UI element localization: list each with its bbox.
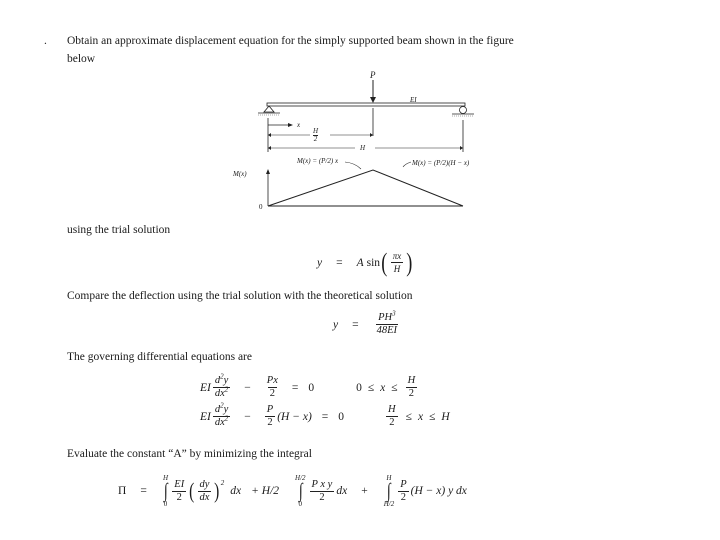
theoretical-num-base: PH — [378, 312, 393, 323]
eq2-d-var: y — [223, 404, 229, 415]
t1-paren-open: ( — [189, 478, 195, 503]
energy-eq: = — [140, 485, 147, 497]
eq1-minus: − — [244, 381, 251, 394]
eq1-dx-exp: 2 — [224, 385, 229, 394]
integral-2 — [295, 474, 306, 508]
trial-arg-den: H — [393, 264, 401, 274]
span-label-h: H — [360, 144, 366, 152]
eq1-range-lo: 0 — [356, 381, 362, 394]
eq2-d-exp: 2 — [220, 401, 224, 410]
integral-2-upper: H/2 — [295, 474, 306, 482]
t3-den: 2 — [400, 491, 407, 503]
beam-figure — [233, 70, 515, 220]
integral-sign-icon: ∫ — [387, 480, 391, 502]
eq2-d: d — [214, 404, 221, 415]
integral-sign-icon: ∫ — [163, 480, 168, 502]
trial-intro: using the trial solution — [67, 224, 171, 236]
t1-num: EI — [174, 478, 185, 490]
beam-diagram-svg — [255, 70, 515, 220]
integral-1-lower: 0 — [163, 500, 168, 508]
integral-3 — [384, 474, 395, 508]
t2-frac — [310, 479, 335, 504]
integral-2-lower: 0 — [298, 500, 303, 508]
theoretical-den: 48EI — [376, 325, 398, 336]
theoretical-num-exp: 3 — [392, 309, 396, 318]
t1-deriv — [198, 479, 212, 504]
eq2-minus: − — [244, 410, 251, 423]
energy-intro: Evaluate the constant “A” by minimizing the integral — [67, 448, 312, 460]
eq1-deriv — [213, 372, 230, 400]
problem-bullet: . — [44, 35, 47, 47]
moment-axis-label: M(x) — [233, 170, 247, 178]
moment-origin-label: 0 — [259, 203, 263, 211]
eq2-range-var: x — [417, 410, 424, 423]
t3-num: P — [400, 478, 407, 490]
eq1-d: d — [214, 375, 221, 386]
theoretical-num — [376, 309, 398, 325]
trial-func: sin — [366, 256, 381, 269]
t3-frac — [398, 479, 408, 504]
half-span-num: H — [313, 127, 319, 135]
trial-equation — [317, 247, 414, 277]
t2-num: P x y — [311, 478, 333, 490]
t2-den: 2 — [319, 491, 325, 503]
eq2-dx-exp: 2 — [224, 414, 229, 423]
eq1-d-var: y — [223, 375, 229, 386]
governing-eq1 — [200, 372, 419, 400]
energy-equation: Π = H ∫ 0 $\frac{EI}{2}$ ( $\frac{dy}{dx}$ ) $^2$ dx + H/2 H/2 ∫ 0 $\frac{\text{P x y}}{2}$ dx + H ∫ H/2 $\frac{P}{2}$ (H − x) y dx — [118, 474, 467, 508]
eq1-eq: = — [291, 381, 299, 394]
eq2-deriv-den — [213, 414, 230, 429]
x-axis-label: x — [297, 121, 301, 129]
eq1-range-hi-den: 2 — [408, 388, 415, 399]
trial-arg-num: πx — [392, 251, 402, 261]
t1-dnum: dy — [199, 478, 210, 490]
problem-statement-line1: Obtain an approximate displacement equation for the simply supported beam shown in the figure — [67, 35, 514, 47]
t1-frac — [172, 479, 186, 504]
energy-plus: + — [361, 485, 368, 497]
theoretical-lhs: y — [333, 318, 339, 331]
eq2-term-den: 2 — [267, 417, 273, 428]
eq2-range-lo-den: 2 — [389, 417, 395, 428]
theoretical-intro: Compare the deflection using the trial solution with the theoretical solution — [67, 290, 413, 302]
governing-intro: The governing differential equations are — [67, 351, 252, 363]
eq2-deriv — [213, 401, 230, 429]
eq1-ei: EI — [200, 381, 211, 394]
theoretical-eq: = — [352, 318, 359, 331]
eq1-term-den: 2 — [269, 388, 275, 399]
eq2-term — [265, 404, 275, 429]
half-span-label — [313, 128, 318, 143]
eq1-range-var: x — [380, 381, 386, 394]
t2-prefix: + H/2 — [251, 485, 280, 497]
eq1-rhs: 0 — [308, 381, 315, 394]
eq2-rhs: 0 — [338, 410, 345, 423]
eq2-range-hi: H — [441, 410, 450, 423]
eq2-term-paren: (H − x) — [277, 410, 312, 423]
eq1-term-num: Px — [266, 375, 278, 386]
eq1-dx: dx — [214, 388, 225, 399]
eq2-ei: EI — [200, 410, 211, 423]
load-label-p: P — [370, 70, 376, 80]
paren-open: ( — [381, 247, 388, 277]
t1-paren-close: ) — [214, 478, 220, 503]
energy-lhs: Π — [118, 485, 127, 497]
eq1-le1: ≤ — [367, 381, 375, 394]
integral-1 — [163, 474, 168, 508]
moment-right-label: M(x) = (P/2)(H − x) — [412, 159, 470, 167]
eq2-term-num: P — [266, 404, 274, 415]
eq1-term — [265, 375, 280, 400]
eq1-le2: ≤ — [391, 381, 398, 394]
trial-eq: = — [336, 256, 343, 269]
integral-sign-icon: ∫ — [298, 480, 303, 502]
integral-3-upper: H — [386, 474, 392, 482]
theoretical-frac — [375, 309, 399, 337]
integral-1-upper: H — [163, 474, 169, 482]
moment-left-label: M(x) = (P/2) x — [297, 157, 339, 165]
t1-dden: dx — [199, 491, 210, 503]
stiffness-label-ei: EI — [410, 96, 417, 104]
t2-dx: dx — [336, 485, 348, 497]
eq2-le2: ≤ — [429, 410, 436, 423]
paren-close: ) — [406, 247, 413, 277]
integral-3-lower: H/2 — [383, 500, 395, 508]
eq2-dx: dx — [214, 417, 225, 428]
theoretical-equation — [333, 309, 401, 337]
eq2-range-lo-num: H — [388, 404, 396, 415]
half-span-den: 2 — [313, 135, 318, 143]
eq1-deriv-den — [213, 385, 230, 400]
problem-statement-line2: below — [67, 53, 96, 65]
eq2-le1: ≤ — [405, 410, 412, 423]
t1-den: 2 — [176, 491, 182, 503]
eq2-eq: = — [321, 410, 329, 423]
t3-rest: (H − x) y dx — [410, 485, 467, 497]
trial-arg-frac — [391, 250, 404, 275]
t1-dx: dx — [230, 485, 242, 497]
trial-coef: A — [356, 256, 364, 269]
trial-lhs: y — [317, 256, 323, 269]
eq1-d-exp: 2 — [220, 372, 224, 381]
eq1-range-hi — [406, 375, 418, 400]
eq1-range-hi-num: H — [407, 375, 416, 386]
eq2-range-lo — [386, 404, 398, 429]
governing-eq2 — [200, 401, 450, 429]
